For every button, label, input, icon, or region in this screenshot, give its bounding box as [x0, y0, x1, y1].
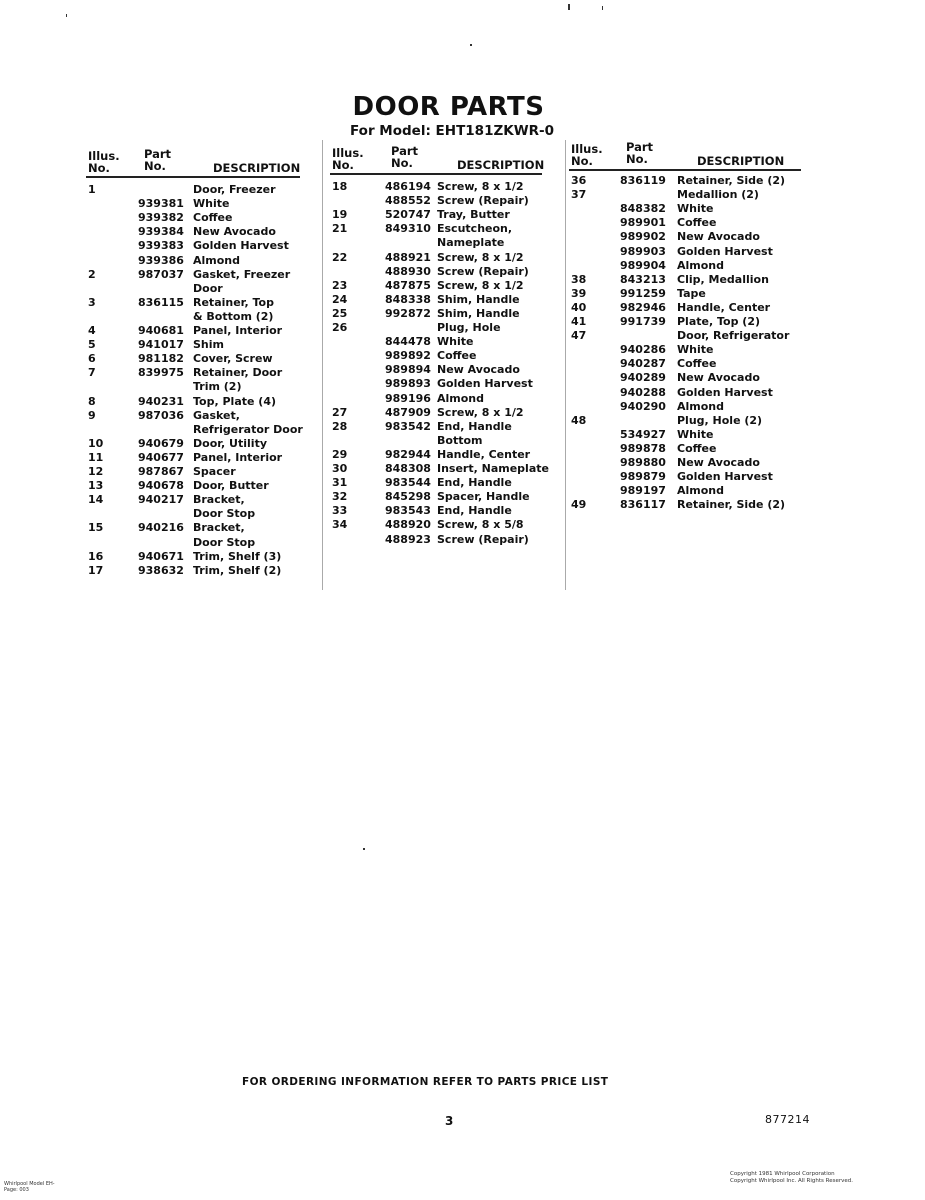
part-description: Spacer [193, 465, 236, 478]
part-description: Tape [677, 286, 706, 300]
part-description: Panel, Interior [193, 450, 283, 464]
part-number: 989878 [620, 441, 666, 455]
part-description: Escutcheon, [437, 222, 513, 236]
illus-number: 37 [571, 188, 587, 202]
header-text: Part [144, 147, 172, 161]
part-number: 941017 [138, 338, 184, 352]
part-description: Spacer, Handle [437, 490, 530, 504]
part-description: & Bottom (2) [193, 309, 274, 323]
description-header: DESCRIPTION [213, 161, 301, 175]
part-description: White [677, 343, 714, 357]
part-description: Panel, Interior [193, 324, 283, 337]
part-description: Bracket, [193, 521, 245, 535]
part-description: New Avocado [677, 456, 760, 469]
part-number: 989901 [620, 216, 666, 230]
scan-speck [363, 848, 365, 850]
illus-number: 23 [332, 278, 348, 292]
part-description: New Avocado [677, 230, 760, 244]
corner-note [4, 1181, 55, 1193]
illus-number: 9 [88, 408, 96, 422]
header-text: Illus. [332, 146, 364, 160]
illus-number: 40 [571, 300, 587, 314]
part-number: 989197 [620, 484, 666, 498]
part-number: 982944 [385, 447, 431, 461]
part-description: Shim [193, 338, 224, 352]
part-description: Retainer, Top [193, 295, 274, 309]
illus-number: 19 [332, 208, 348, 222]
part-number: 940288 [620, 385, 666, 399]
part-description: End, Handle [437, 476, 512, 490]
part-description: Golden Harvest [437, 377, 533, 391]
part-description: Screw, 8 x 1/2 [437, 180, 524, 193]
illus-number: 34 [332, 518, 348, 532]
illus-number: 7 [88, 366, 96, 380]
part-number: 848338 [385, 292, 431, 306]
illus-number: 4 [88, 324, 96, 337]
part-description: Screw (Repair) [437, 264, 529, 278]
part-description: Top, Plate (4) [193, 394, 276, 408]
part-description: White [193, 197, 230, 211]
part-number: 983542 [385, 419, 431, 433]
page-title: DOOR PARTS [352, 92, 545, 122]
part-description: Medallion (2) [677, 188, 759, 202]
part-description: Plate, Top (2) [677, 315, 760, 328]
part-description: Door, Freezer [193, 183, 276, 196]
part-number: 836115 [138, 295, 184, 309]
part-description: Almond [437, 391, 485, 405]
illus-number: 49 [571, 498, 587, 512]
part-number: 981182 [138, 352, 184, 366]
illus-number: 16 [88, 549, 104, 563]
part-number: 939381 [138, 197, 184, 211]
scan-speck [602, 6, 603, 10]
part-number: 991739 [620, 315, 666, 328]
illus-number: 32 [332, 490, 348, 504]
column-divider [322, 140, 323, 590]
illus-number: 48 [571, 413, 587, 427]
part-number: 488930 [385, 264, 431, 278]
part-description: Almond [677, 484, 725, 498]
illus-number: 38 [571, 272, 587, 286]
illus-number: 2 [88, 267, 96, 281]
illus-number: 21 [332, 222, 348, 236]
part-description: Trim, Shelf (2) [193, 563, 282, 577]
part-description: Golden Harvest [677, 385, 773, 399]
part-description: Coffee [437, 349, 477, 363]
scan-speck [568, 4, 570, 10]
part-description: Door, Butter [193, 479, 269, 493]
part-number: 987867 [138, 465, 184, 478]
part-number: 940231 [138, 394, 184, 408]
part-description: Bottom [437, 433, 483, 447]
part-number: 849310 [385, 222, 431, 236]
illus-number: 27 [332, 405, 348, 419]
illus-number: 31 [332, 476, 348, 490]
part-number: 940677 [138, 450, 184, 464]
part-number: 939383 [138, 239, 184, 253]
scan-speck [66, 14, 67, 17]
part-number: 989880 [620, 456, 666, 469]
part-description: End, Handle [437, 504, 512, 518]
part-description: White [437, 335, 474, 349]
part-description: Door, Utility [193, 436, 267, 450]
part-number: 940681 [138, 324, 184, 337]
part-number: 987037 [138, 267, 184, 281]
header-text: No. [144, 159, 166, 173]
part-description: Almond [193, 253, 241, 267]
part-description: New Avocado [437, 363, 520, 377]
part-number: 520747 [385, 208, 431, 222]
part-description: New Avocado [677, 371, 760, 385]
part-description: Trim (2) [193, 380, 242, 394]
illus-number: 25 [332, 306, 348, 320]
part-description: Shim, Handle [437, 306, 520, 320]
part-number: 836119 [620, 174, 666, 187]
part-number: 940679 [138, 436, 184, 450]
part-number: 940216 [138, 521, 184, 535]
illus-no-header [332, 147, 364, 171]
part-description: Clip, Medallion [677, 272, 769, 286]
part-description: Retainer, Side (2) [677, 174, 786, 187]
part-number: 836117 [620, 498, 666, 512]
part-description: Plug, Hole (2) [677, 413, 763, 427]
part-number: 989894 [385, 363, 431, 377]
part-number: 989902 [620, 230, 666, 244]
illus-number: 12 [88, 465, 104, 478]
part-description: End, Handle [437, 419, 512, 433]
part-number: 940286 [620, 343, 666, 357]
part-description: White [677, 202, 714, 216]
copyright-line: Copyright 1981 Whirlpool Corporation [730, 1171, 835, 1177]
illus-number: 24 [332, 292, 348, 306]
part-number: 844478 [385, 335, 431, 349]
copyright-notice [730, 1171, 900, 1185]
header-text: No. [391, 156, 413, 170]
part-description: Screw (Repair) [437, 194, 529, 208]
part-number: 940289 [620, 371, 666, 385]
part-description: Retainer, Side (2) [677, 498, 786, 512]
part-description: Door [193, 281, 223, 295]
part-number: 989196 [385, 391, 431, 405]
part-no-header [144, 148, 171, 172]
part-description: Almond [677, 399, 725, 413]
part-number: 939384 [138, 225, 184, 239]
part-description: Door Stop [193, 535, 256, 549]
part-number: 938632 [138, 563, 184, 577]
illus-number: 26 [332, 321, 348, 334]
part-description: Screw, 8 x 5/8 [437, 518, 524, 532]
part-number: 939382 [138, 211, 184, 225]
part-description: Screw, 8 x 1/2 [437, 405, 524, 419]
illus-number: 17 [88, 563, 104, 577]
part-no-header [391, 145, 418, 169]
illus-number: 6 [88, 352, 96, 366]
part-number: 989879 [620, 470, 666, 484]
part-number: 848308 [385, 462, 431, 475]
part-number: 989904 [620, 258, 666, 272]
part-number: 940217 [138, 493, 184, 507]
part-description: Screw, 8 x 1/2 [437, 278, 524, 292]
part-description: Handle, Center [437, 447, 531, 461]
illus-number: 14 [88, 493, 104, 507]
part-number: 487909 [385, 405, 431, 419]
header-underline [330, 173, 542, 175]
description-header: DESCRIPTION [697, 154, 785, 168]
part-description: Door Stop [193, 507, 256, 521]
part-number: 488923 [385, 532, 431, 546]
illus-number: 22 [332, 250, 348, 264]
header-text: No. [626, 152, 648, 166]
model-subtitle: For Model: EHT181ZKWR-0 [350, 123, 555, 139]
part-description: Nameplate [437, 236, 505, 250]
part-description: Tray, Butter [437, 208, 510, 222]
corner-note-line: Page: 003 [4, 1187, 29, 1193]
part-number: 534927 [620, 427, 666, 441]
part-description: Cover, Screw [193, 352, 273, 366]
illus-number: 29 [332, 447, 348, 461]
header-text: Part [391, 144, 419, 158]
scan-speck [470, 44, 472, 46]
illus-number: 18 [332, 180, 348, 193]
document-number: 877214 [765, 1113, 810, 1126]
header-text: No. [332, 158, 354, 172]
header-text: Part [626, 140, 654, 154]
part-number: 488920 [385, 518, 431, 532]
part-description: Insert, Nameplate [437, 462, 549, 475]
part-number: 991259 [620, 286, 666, 300]
corner-note-line: Whirlpool Model EH- [4, 1181, 55, 1187]
part-number: 487875 [385, 278, 431, 292]
part-description: Almond [677, 258, 725, 272]
part-number: 989903 [620, 244, 666, 258]
illus-no-header [571, 143, 603, 167]
part-description: Door, Refrigerator [677, 329, 790, 343]
part-description: Bracket, [193, 493, 245, 507]
part-description: Coffee [677, 216, 717, 230]
description-header: DESCRIPTION [457, 158, 545, 172]
copyright-line: Copyright Whirlpool Inc. All Rights Reserved. [730, 1178, 854, 1184]
part-description: Coffee [677, 441, 717, 455]
part-description: Retainer, Door [193, 366, 283, 380]
header-text: Illus. [571, 142, 603, 156]
part-description: Plug, Hole [437, 321, 501, 334]
part-description: Golden Harvest [193, 239, 289, 253]
part-description: Shim, Handle [437, 292, 520, 306]
part-description: Gasket, [193, 408, 240, 422]
illus-number: 1 [88, 183, 96, 196]
illus-number: 28 [332, 419, 348, 433]
illus-number: 41 [571, 315, 587, 328]
part-description: White [677, 427, 714, 441]
illus-number: 30 [332, 462, 348, 475]
illus-number: 11 [88, 450, 104, 464]
illus-no-header [88, 150, 120, 174]
part-description: Handle, Center [677, 300, 771, 314]
part-number: 845298 [385, 490, 431, 504]
part-description: New Avocado [193, 225, 276, 239]
part-number: 839975 [138, 366, 184, 380]
part-number: 939386 [138, 253, 184, 267]
part-number: 982946 [620, 300, 666, 314]
part-number: 983544 [385, 476, 431, 490]
part-number: 940678 [138, 479, 184, 493]
part-number: 486194 [385, 180, 431, 193]
part-description: Refrigerator Door [193, 422, 303, 436]
column-divider [565, 140, 566, 590]
part-description: Trim, Shelf (3) [193, 549, 282, 563]
part-number: 983543 [385, 504, 431, 518]
part-description: Golden Harvest [677, 470, 773, 484]
illus-number: 15 [88, 521, 104, 535]
part-number: 940671 [138, 549, 184, 563]
header-underline [569, 169, 801, 171]
illus-number: 8 [88, 394, 96, 408]
illus-number: 39 [571, 286, 587, 300]
header-text: No. [571, 154, 593, 168]
illus-number: 3 [88, 295, 96, 309]
part-description: Gasket, Freezer [193, 267, 291, 281]
page-number: 3 [445, 1114, 454, 1128]
part-description: Golden Harvest [677, 244, 773, 258]
part-number: 488921 [385, 250, 431, 264]
part-number: 992872 [385, 306, 431, 320]
part-description: Coffee [193, 211, 233, 225]
illus-number: 36 [571, 174, 587, 187]
part-number: 940290 [620, 399, 666, 413]
part-number: 848382 [620, 202, 666, 216]
part-number: 987036 [138, 408, 184, 422]
part-number: 989892 [385, 349, 431, 363]
illus-number: 33 [332, 504, 348, 518]
part-number: 843213 [620, 272, 666, 286]
ordering-note: FOR ORDERING INFORMATION REFER TO PARTS PRICE LIST [242, 1076, 609, 1088]
part-number: 488552 [385, 194, 431, 208]
header-underline [86, 176, 300, 178]
illus-number: 10 [88, 436, 104, 450]
illus-number: 5 [88, 338, 96, 352]
part-number: 989893 [385, 377, 431, 391]
illus-number: 47 [571, 329, 587, 343]
part-no-header [626, 141, 653, 165]
part-number: 940287 [620, 357, 666, 371]
header-text: Illus. [88, 149, 120, 163]
part-description: Coffee [677, 357, 717, 371]
part-description: Screw, 8 x 1/2 [437, 250, 524, 264]
header-text: No. [88, 161, 110, 175]
illus-number: 13 [88, 479, 104, 493]
part-description: Screw (Repair) [437, 532, 529, 546]
